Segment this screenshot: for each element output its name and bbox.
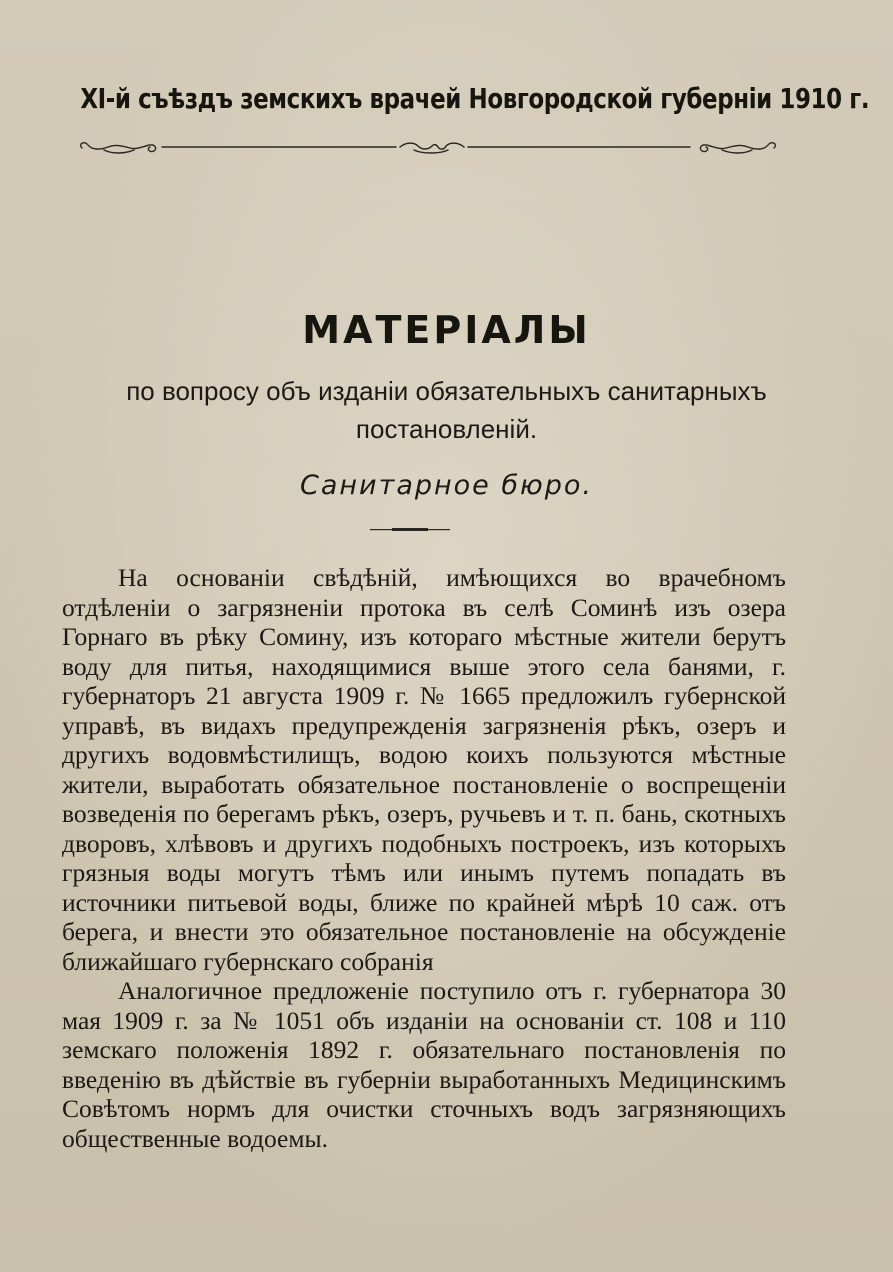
document-author: Санитарное бюро. — [300, 470, 593, 501]
document-subtitle — [0, 372, 893, 448]
header-ornament-rule — [78, 136, 778, 162]
document-title: МАТЕРІАЛЫ — [302, 308, 591, 352]
running-header: XI-й съѣздъ земскихъ врачей Новгородской губерніи 1910 г. — [80, 82, 870, 115]
body-text — [62, 563, 786, 1153]
subtitle-line: по вопросу объ изданіи обязательныхъ санитарныхъ — [126, 376, 767, 406]
section-divider — [370, 528, 450, 531]
subtitle-line: постановленій. — [355, 414, 538, 444]
paragraph: На основаніи свѣдѣній, имѣющихся во врачебномъ отдѣленіи о загрязненіи протока въ селѣ Соминѣ изъ озера Горнаго въ рѣку Сомину, изъ котораго мѣстные жители берутъ воду для питья, находящимися выше этого села банями, г. губернаторъ 21 августа 1909 г. № 1665 предложилъ губернской управѣ, въ видахъ предупрежденія загрязненія рѣкъ, озеръ и другихъ водовмѣстилищъ, водою коихъ пользуются мѣстные жители, выработать обязательное постановленіе о воспрещеніи возведенія по берегамъ рѣкъ, озеръ, ручьевъ и т. п. бань, скотныхъ дворовъ, хлѣвовъ и другихъ подобныхъ построекъ, изъ которыхъ грязныя воды могутъ тѣмъ или инымъ путемъ попадать въ источники питьевой воды, ближе по крайней мѣрѣ 10 саж. отъ берега, и внести это обязательное постановленіе на обсужденіе ближайшаго губернскаго собранія — [62, 563, 786, 976]
paragraph: Аналогичное предложеніе поступило отъ г. губернатора 30 мая 1909 г. за № 1051 объ изданіи на основаніи ст. 108 и 110 земскаго положенія 1892 г. обязательнаго постановленія по введенію въ дѣйствіе въ губерніи выработанныхъ Медицинскимъ Совѣтомъ нормъ для очистки сточныхъ водъ загрязняющихъ общественные водоемы. — [62, 976, 786, 1153]
